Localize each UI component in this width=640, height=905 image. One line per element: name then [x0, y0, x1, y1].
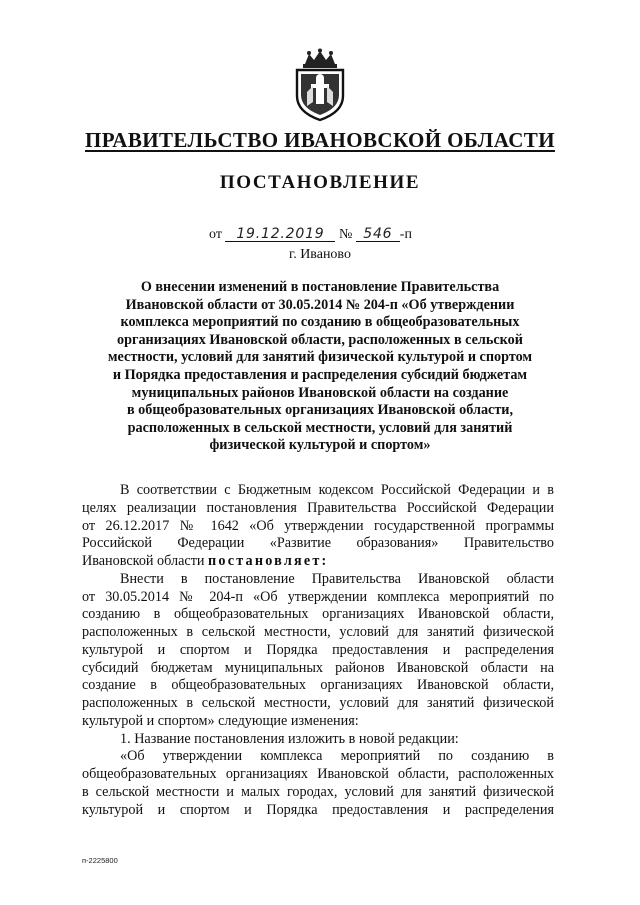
subject-line: муниципальных районов Ивановской области на создание: [131, 384, 509, 401]
resolves-keyword: постановляет:: [208, 553, 329, 569]
document-date: 19.12.2019: [225, 227, 335, 242]
body-line: культурой и спортом» следующие изменения:: [82, 712, 359, 729]
body-line: общеобразовательных организациях Ивановской области, расположенных: [82, 766, 554, 782]
number-suffix: -п: [399, 227, 412, 242]
body-line: расположенных в сельской местности, условий для занятий физической: [82, 624, 554, 640]
subject-line: местности, условий для занятий физической культурой и спортом: [107, 349, 533, 366]
body-line: «Об утверждении комплекса мероприятий по созданию в: [120, 748, 554, 765]
subject-line: Ивановской области от 30.05.2014 № 204-п «Об утверждении: [125, 296, 515, 313]
body-line: Российской Федерации «Развитие образования» Правительство: [82, 535, 554, 552]
from-label: от: [209, 227, 222, 242]
body-line: культурой и спортом и Порядка предоставления и распределения: [82, 641, 554, 658]
coat-of-arms-icon: [287, 48, 353, 122]
body-line: целях реализации постановления Правительства Российской Федерации: [82, 499, 554, 516]
subject-line: О внесении изменений в постановление Правительства: [140, 279, 500, 295]
date-number-line: [209, 227, 412, 243]
body-line: расположенных в сельской местности, условий для занятий физической: [82, 695, 554, 711]
subject-line: организациях Ивановской области, расположенных в сельской: [117, 331, 523, 348]
body-line: субсидий бюджетам муниципальных районов Ивановской области на: [82, 659, 554, 676]
body-line: культурой и спортом и Порядка предоставления и распределения: [82, 801, 554, 818]
city: г. Иваново: [289, 247, 351, 262]
subject-line: расположенных в сельской местности, условий для занятий: [127, 419, 513, 436]
subject-line: и Порядка предоставления и распределения субсидий бюджетам: [112, 366, 528, 383]
body-line: В соответствии с Бюджетным кодексом Российской Федерации и в: [120, 482, 554, 498]
body-line: Внести в постановление Правительства Ивановской области: [120, 570, 554, 587]
document-body: [82, 482, 554, 819]
body-line: созданию в общеобразовательных организациях Ивановской области,: [82, 606, 554, 623]
government-title-text: ПРАВИТЕЛЬСТВО ИВАНОВСКОЙ ОБЛАСТИ: [85, 128, 555, 152]
subject-line: в общеобразовательных организациях Ивановской области,: [126, 402, 514, 419]
body-text: Ивановской области: [82, 553, 209, 569]
body-line: в сельской местности и малых городах, условий для занятий физической: [82, 783, 554, 800]
body-line: создание в общеобразовательных организациях Ивановской области,: [82, 677, 554, 694]
body-line: [82, 553, 554, 571]
document-number: 546: [356, 227, 400, 242]
body-line: от 26.12.2017 № 1642 «Об утверждении государственной программы: [82, 517, 554, 534]
footer-code: п-2225800: [82, 856, 118, 865]
government-title: [0, 128, 640, 153]
body-line: от 30.05.2014 № 204-п «Об утверждении комплекса мероприятий по: [82, 588, 554, 605]
subject-line: физической культурой и спортом»: [209, 437, 431, 454]
document-subject: [60, 279, 580, 455]
subject-line: комплекса мероприятий по созданию в общеобразовательных: [120, 314, 520, 331]
number-sign: №: [338, 227, 353, 242]
body-line: 1. Название постановления изложить в новой редакции:: [120, 730, 459, 747]
document-type: ПОСТАНОВЛЕНИЕ: [219, 172, 421, 193]
